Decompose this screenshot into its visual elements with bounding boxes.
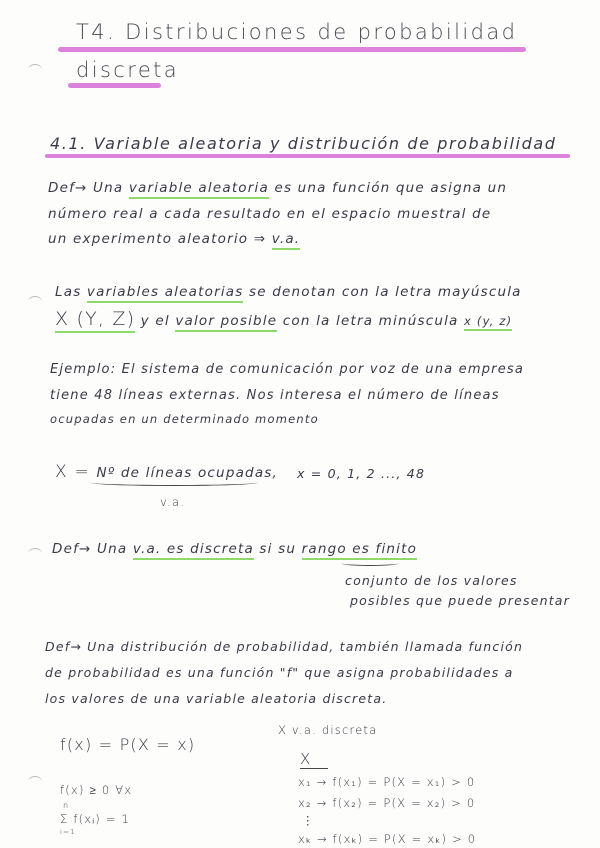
def1-line2: número real a cada resultado en el espacio muestral de: [48, 206, 492, 222]
def3-line1: Def→ Una distribución de probabilidad, también llamada función: [45, 639, 524, 654]
margin-mark: [28, 64, 42, 75]
notation-line1: [55, 284, 522, 300]
notation-text: se denotan con la letra mayúscula: [243, 284, 522, 300]
def3-line3: los valores de una variable aleatoria discreta.: [45, 691, 388, 706]
def1-term: variable aleatoria: [129, 180, 269, 199]
notation-text: y el: [135, 313, 176, 329]
def1-text: un experimento aleatorio ⇒: [48, 231, 272, 247]
def2-note2: posibles que puede presentar: [350, 593, 571, 608]
notation-lower: x (y, z): [464, 314, 512, 331]
def2-text: Def→ Una: [52, 541, 133, 557]
def2-note1: conjunto de los valores: [345, 573, 518, 588]
notation-term2: valor posible: [175, 313, 277, 332]
example-line2: tiene 48 líneas externas. Nos interesa el número de líneas: [50, 388, 500, 403]
notation-term: variables aleatorias: [87, 284, 244, 303]
notation-upper: X (Y, Z): [55, 308, 135, 333]
table-row: xₖ → f(xₖ) = P(X = xₖ) > 0: [298, 832, 477, 846]
underbrace: [342, 561, 398, 566]
notation-text: Las: [55, 284, 87, 300]
table-row: x₂ → f(x₂) = P(X = x₂) > 0: [298, 796, 476, 810]
example-range: x = 0, 1, 2 ..., 48: [297, 466, 426, 481]
section-heading: 4.1. Variable aleatoria y distribución de probabilidad: [50, 134, 557, 153]
formula-x: X =: [55, 462, 97, 482]
def1-abbr: v.a.: [272, 231, 301, 250]
nonneg-formula: f(x) ≥ 0 ∀x: [60, 783, 133, 797]
example-line3: ocupadas en un determinado momento: [50, 412, 319, 426]
title-line2: discreta: [76, 58, 180, 82]
sum-upper: n: [63, 801, 70, 810]
title-line1: T4. Distribuciones de probabilidad: [76, 20, 518, 44]
def1-prefix: Def→ Una: [48, 180, 129, 196]
underbrace: [90, 479, 258, 486]
def1-text: es una función que asigna un: [268, 180, 508, 196]
def1-line1: [48, 180, 507, 196]
def2-line: [52, 541, 417, 557]
def2-term2: rango es finito: [302, 541, 418, 560]
margin-mark: [28, 296, 42, 307]
title-highlight: [68, 83, 161, 88]
notation-line2: [55, 308, 512, 330]
title-highlight: [58, 47, 526, 52]
formula-def: Nº de líneas ocupadas,: [96, 465, 279, 481]
def2-term: v.a. es discreta: [133, 541, 254, 560]
table-row: ⋮: [302, 813, 315, 827]
table-row: x₁ → f(x₁) = P(X = x₁) > 0: [298, 775, 476, 789]
table-col-x: X: [300, 750, 328, 769]
brace-label: v.a.: [160, 495, 186, 509]
table-header: X v.a. discreta: [278, 723, 378, 737]
sum-lower: i=1: [60, 828, 76, 836]
def1-line3: [48, 231, 300, 247]
margin-mark: [28, 776, 42, 787]
def3-line2: de probabilidad es una función "f" que asigna probabilidades a: [45, 665, 514, 680]
margin-mark: [28, 548, 42, 559]
notation-text: con la letra minúscula: [277, 313, 465, 329]
sum-formula: Σ f(xᵢ) = 1: [60, 812, 131, 826]
example-line1: Ejemplo: El sistema de comunicación por voz de una empresa: [50, 362, 525, 377]
def2-text: si su: [253, 541, 302, 557]
pmf-formula: f(x) = P(X = x): [60, 735, 196, 754]
section-highlight: [45, 154, 570, 158]
